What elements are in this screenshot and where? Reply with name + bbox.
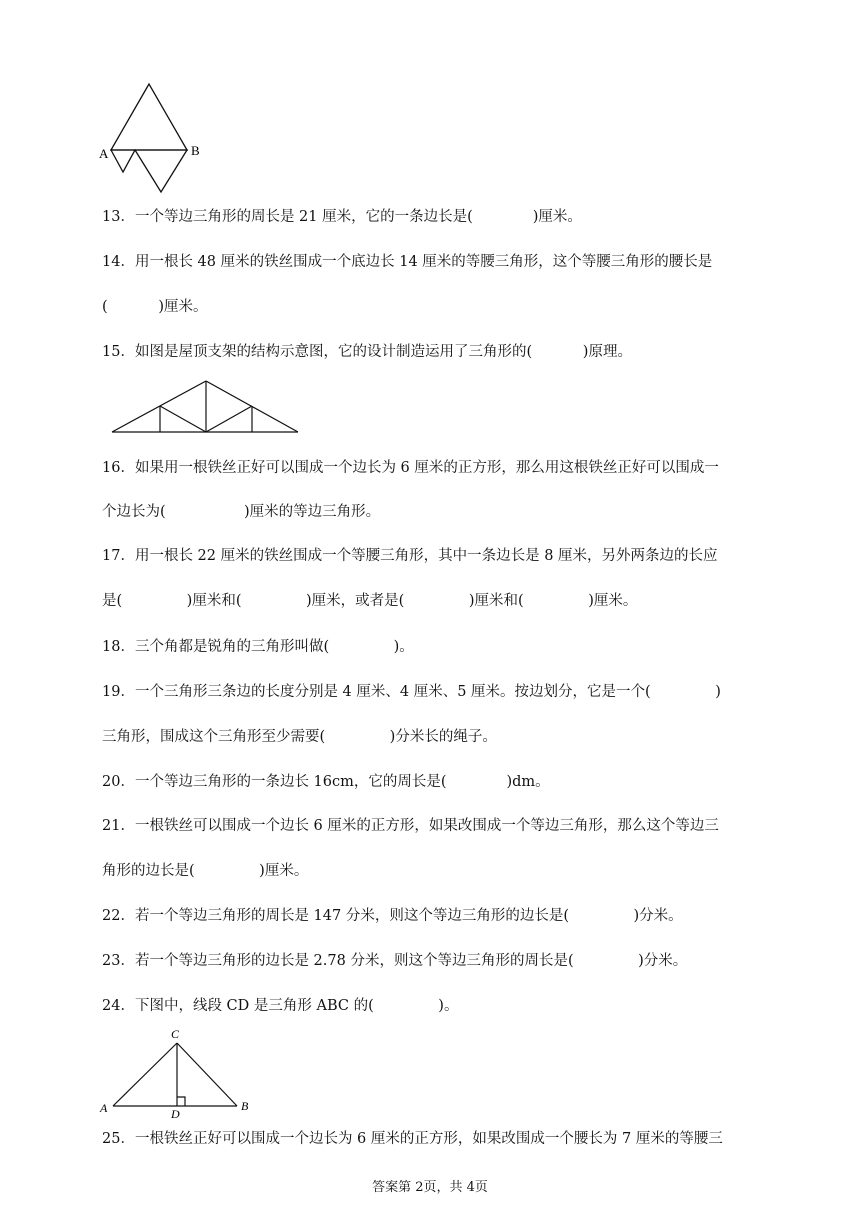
question-19-cont: 三角形，围成这个三角形至少需要( )分米长的绳子。: [102, 729, 497, 745]
question-14: 14．用一根长 48 厘米的铁丝围成一个底边长 14 厘米的等腰三角形，这个等腰三角形的腰长是: [102, 254, 713, 270]
question-18: 18．三个角都是锐角的三角形叫做( )。: [102, 639, 414, 655]
question-25: 25．一根铁丝正好可以围成一个边长为 6 厘米的正方形，如果改围成一个腰长为 7 厘米的等腰三: [102, 1131, 723, 1147]
question-24: 24．下图中，线段 CD 是三角形 ABC 的( )。: [102, 998, 459, 1014]
question-23: 23．若一个等边三角形的边长是 2.78 分米，则这个等边三角形的周长是( )分米。: [102, 953, 688, 969]
question-13: 13．一个等边三角形的周长是 21 厘米，它的一条边长是( )厘米。: [102, 209, 582, 225]
page-footer: 答案第 2页，共 4页: [372, 1180, 488, 1195]
label-d: D: [171, 1107, 180, 1120]
question-21: 21．一根铁丝可以围成一个边长 6 厘米的正方形，如果改围成一个等边三角形，那么这个等边三: [102, 818, 719, 834]
triangle-abc-figure: [95, 1026, 265, 1120]
question-17: 17．用一根长 22 厘米的铁丝围成一个等腰三角形，其中一条边长是 8 厘米，另外两条边的长应: [102, 548, 718, 564]
question-21-cont: 角形的边长是( )厘米。: [102, 863, 309, 879]
question-22: 22．若一个等边三角形的周长是 147 分米，则这个等边三角形的边长是( )分米。: [102, 908, 683, 924]
question-16-cont: 个边长为( )厘米的等边三角形。: [102, 504, 381, 520]
kite-triangle-figure: [95, 80, 215, 195]
question-20: 20．一个等边三角形的一条边长 16cm，它的周长是( )dm。: [102, 774, 550, 790]
question-14-cont: ( )厘米。: [102, 299, 208, 315]
question-15: 15．如图是屋顶支架的结构示意图，它的设计制造运用了三角形的( )原理。: [102, 344, 632, 360]
question-17-cont: 是( )厘米和( )厘米，或者是( )厘米和( )厘米。: [102, 593, 638, 609]
label-b: B: [191, 143, 200, 158]
question-16: 16．如果用一根铁丝正好可以围成一个边长为 6 厘米的正方形，那么用这根铁丝正好可以围成一: [102, 460, 719, 476]
roof-truss-figure: [110, 378, 302, 436]
label-a: A: [100, 1101, 108, 1115]
question-19: 19．一个三角形三条边的长度分别是 4 厘米、4 厘米、5 厘米。按边划分，它是一个( ): [102, 684, 721, 700]
label-c: C: [171, 1027, 180, 1041]
label-b: B: [241, 1099, 249, 1113]
label-a: A: [99, 146, 109, 161]
